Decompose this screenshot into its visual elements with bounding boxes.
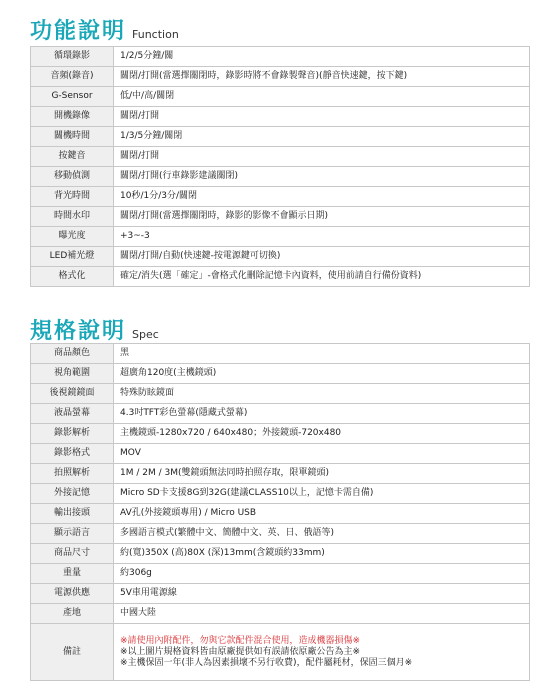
- function-label: 背光時間: [31, 187, 114, 207]
- function-row: [31, 127, 530, 147]
- spec-label: 產地: [31, 604, 114, 624]
- function-row: [31, 47, 530, 67]
- function-row: [31, 107, 530, 127]
- function-value: 低/中/高/關閉: [114, 87, 530, 107]
- spec-label: 錄影解析: [31, 424, 114, 444]
- spec-title-en: Spec: [132, 328, 159, 341]
- spec-row: [31, 504, 530, 524]
- spec-row: [31, 444, 530, 464]
- function-label: 按鍵音: [31, 147, 114, 167]
- spec-label: 輸出接頭: [31, 504, 114, 524]
- function-value: 關閉/打開/自動(快速鍵-按電源鍵可切換): [114, 247, 530, 267]
- spec-table: [30, 343, 530, 681]
- spec-row: [31, 564, 530, 584]
- note-line-1: ※請使用內附配件，勿與它款配件混合使用，造成機器損傷※: [120, 635, 361, 646]
- spec-label: 錄影格式: [31, 444, 114, 464]
- spec-value: 中國大陸: [114, 604, 530, 624]
- function-value: 關閉/打開(當選擇關閉時，錄影時將不會錄製聲音)(靜音快速鍵，按下鍵): [114, 67, 530, 87]
- spec-value: MOV: [114, 444, 530, 464]
- function-label: 曝光度: [31, 227, 114, 247]
- spec-label: 商品尺寸: [31, 544, 114, 564]
- function-value: 1/3/5分鐘/關閉: [114, 127, 530, 147]
- spec-row: [31, 464, 530, 484]
- function-label: 音頻(錄音): [31, 67, 114, 87]
- spec-label: 商品顏色: [31, 344, 114, 364]
- function-value: 關閉/打開: [114, 107, 530, 127]
- spec-row: [31, 484, 530, 504]
- function-value: 確定/消失(選「確定」-會格式化刪除記憶卡內資料，使用前請自行備份資料): [114, 267, 530, 287]
- spec-value: 多國語言模式(繁體中文、簡體中文、英、日、俄語等): [114, 524, 530, 544]
- function-title-en: Function: [132, 28, 179, 41]
- function-value: 關閉/打開: [114, 147, 530, 167]
- spec-label: 後視鏡鏡面: [31, 384, 114, 404]
- function-section-title: [30, 14, 179, 45]
- function-value: 10秒/1分/3分/關閉: [114, 187, 530, 207]
- function-row: [31, 147, 530, 167]
- function-row: [31, 187, 530, 207]
- spec-value: 約306g: [114, 564, 530, 584]
- spec-row: [31, 544, 530, 564]
- function-row: [31, 247, 530, 267]
- spec-title-zh: 規格說明: [30, 319, 127, 344]
- function-label: 開機錄像: [31, 107, 114, 127]
- spec-row: [31, 404, 530, 424]
- function-label: 循環錄影: [31, 47, 114, 67]
- spec-section-title: [30, 314, 159, 345]
- spec-label: 拍照解析: [31, 464, 114, 484]
- notes-label: 備註: [31, 624, 114, 681]
- notes-value: [114, 624, 530, 681]
- spec-value: 5V車用電源線: [114, 584, 530, 604]
- function-row: [31, 87, 530, 107]
- spec-label: 重量: [31, 564, 114, 584]
- spec-label: 視角範圍: [31, 364, 114, 384]
- function-value: 關閉/打開(行車錄影建議關閉): [114, 167, 530, 187]
- function-title-zh: 功能說明: [30, 19, 127, 44]
- spec-row: [31, 384, 530, 404]
- spec-value: 黑: [114, 344, 530, 364]
- function-label: 時間水印: [31, 207, 114, 227]
- function-label: G-Sensor: [31, 87, 114, 107]
- spec-value: Micro SD卡支援8G到32G(建議CLASS10以上，記憶卡需自備): [114, 484, 530, 504]
- spec-row: [31, 424, 530, 444]
- spec-row: [31, 604, 530, 624]
- function-row: [31, 167, 530, 187]
- spec-row: [31, 524, 530, 544]
- function-row: [31, 207, 530, 227]
- notes-row: [31, 624, 530, 681]
- spec-label: 外接記憶: [31, 484, 114, 504]
- function-row: [31, 67, 530, 87]
- spec-value: 超廣角120度(主機鏡頭): [114, 364, 530, 384]
- function-label: 關機時間: [31, 127, 114, 147]
- spec-row: [31, 364, 530, 384]
- function-row: [31, 267, 530, 287]
- note-line-2: ※以上圖片規格資料皆由原廠提供如有誤請依原廠公告為主※: [120, 646, 361, 657]
- spec-label: 電源供應: [31, 584, 114, 604]
- spec-row: [31, 344, 530, 364]
- spec-label: 顯示語言: [31, 524, 114, 544]
- function-value: 關閉/打開(當選擇關閉時，錄影的影像不會顯示日期): [114, 207, 530, 227]
- spec-value: 特殊防眩鏡面: [114, 384, 530, 404]
- spec-value: 1M / 2M / 3M(雙鏡頭無法同時拍照存取，限單鏡頭): [114, 464, 530, 484]
- function-value: +3~-3: [114, 227, 530, 247]
- function-label: 格式化: [31, 267, 114, 287]
- function-row: [31, 227, 530, 247]
- spec-label: 液晶螢幕: [31, 404, 114, 424]
- spec-value: 約(寬)350X (高)80X (深)13mm(含鏡頭約33mm): [114, 544, 530, 564]
- function-table: [30, 46, 530, 287]
- note-line-3: ※主機保固一年(非人為因素損壞不另行收費)，配件屬耗材，保固三個月※: [120, 657, 413, 668]
- spec-value: AV孔(外接鏡頭專用) / Micro USB: [114, 504, 530, 524]
- spec-row: [31, 584, 530, 604]
- spec-value: 4.3吋TFT彩色螢幕(隱藏式螢幕): [114, 404, 530, 424]
- function-label: 移動偵測: [31, 167, 114, 187]
- spec-value: 主機鏡頭-1280x720 / 640x480；外接鏡頭-720x480: [114, 424, 530, 444]
- function-value: 1/2/5分鐘/關: [114, 47, 530, 67]
- function-label: LED補光燈: [31, 247, 114, 267]
